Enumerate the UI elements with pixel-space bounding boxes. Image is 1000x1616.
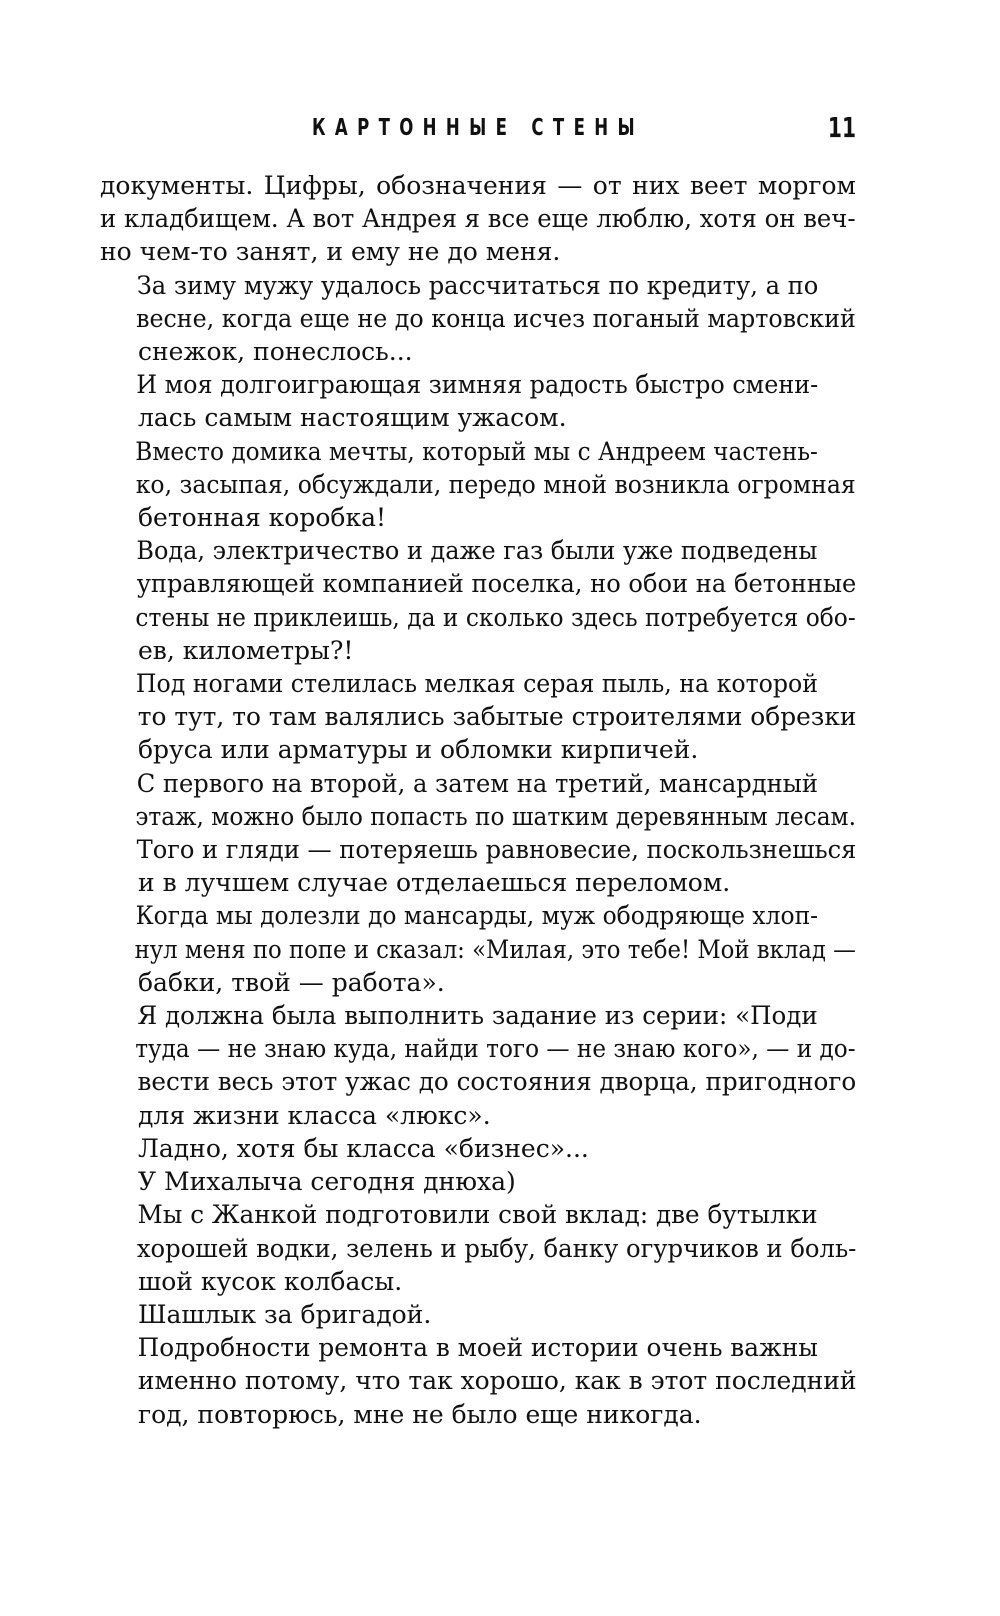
text-line: бетонная коробка! — [138, 503, 387, 533]
text-line: управляющей компанией поселка, но обои на бетонные — [136, 569, 857, 599]
text-line: то тут, то там валялись забытые строителями обрезки — [137, 702, 857, 732]
text-body — [100, 169, 856, 1431]
paragraph — [100, 1165, 856, 1198]
text-line: стены не приклеишь, да и сколько здесь потребуется обо- — [135, 602, 856, 632]
text-line: туда — не знаю куда, найди того — не знаю кого», — и до- — [135, 1034, 856, 1064]
text-line: хорошей водки, зелень и рыбу, банку огурчиков и боль- — [136, 1233, 857, 1263]
paragraph — [100, 1198, 856, 1298]
paragraph — [100, 767, 856, 900]
text-line: и в лучшем случае отделаешься переломом. — [138, 868, 731, 898]
text-line: вести весь этот ужас до состояния дворца, пригодного — [137, 1067, 857, 1097]
text-line: весне, когда еще не до конца исчез поганый мартовский — [136, 303, 856, 333]
text-line: лась самым настоящим ужасом. — [138, 403, 567, 433]
paragraph — [100, 999, 856, 1132]
paragraph — [100, 667, 856, 767]
paragraph — [100, 368, 856, 434]
text-line: Шашлык за бригадой. — [138, 1299, 432, 1329]
text-line: ев, километры?! — [138, 635, 354, 665]
text-line: но чем-то занят, и ему не до меня. — [100, 237, 561, 267]
running-title: КАРТОННЫЕ СТЕНЫ — [311, 115, 644, 141]
text-line: Мы с Жанкой подготовили свой вклад: две бутылки — [137, 1200, 818, 1230]
text-line: нул меня по попе и сказал: «Милая, это тебе! Мой вклад — — [134, 934, 856, 964]
text-line: Когда мы долезли до мансарды, муж ободряюще хлоп- — [135, 901, 819, 931]
paragraph — [100, 435, 856, 535]
text-line: ко, засыпая, обсуждали, передо мной возникла огромная — [135, 469, 856, 499]
paragraph — [100, 534, 856, 667]
paragraph — [100, 169, 856, 269]
text-line: бабки, твой — работа». — [138, 967, 445, 997]
paragraph — [100, 1298, 856, 1331]
text-line: Того и гляди — потеряешь равновесие, поскользнешься — [136, 835, 857, 865]
text-line: именно потому, что так хорошо, как в этот последний — [137, 1366, 857, 1396]
text-line: Я должна была выполнить задание из серии: «Поди — [137, 1001, 818, 1031]
page-number: 11 — [827, 111, 856, 144]
text-line: снежок, понеслось... — [138, 337, 413, 367]
text-line: для жизни класса «люкс». — [138, 1100, 491, 1130]
running-header — [100, 106, 856, 150]
paragraph — [100, 899, 856, 999]
text-line: Вместо домика мечты, который мы с Андреем частень- — [135, 436, 818, 466]
text-line: этаж, можно было попасть по шатким деревянным лесам. — [135, 801, 857, 831]
text-line: Ладно, хотя бы класса «бизнес»... — [138, 1133, 589, 1163]
text-line: Вода, электричество и даже газ были уже подведены — [136, 536, 818, 566]
paragraph — [100, 1331, 856, 1431]
paragraph — [100, 269, 856, 369]
text-line: За зиму мужу удалось рассчитаться по кредиту, а по — [136, 270, 819, 300]
text-line: С первого на второй, а затем на третий, мансардный — [136, 768, 819, 798]
text-line: шой кусок колбасы. — [138, 1266, 403, 1296]
text-line: год, повторюсь, мне не было еще никогда. — [138, 1399, 702, 1429]
text-line: У Михалыча сегодня днюха) — [138, 1167, 516, 1197]
text-line: Подробности ремонта в моей истории очень важны — [137, 1333, 818, 1363]
text-line: Под ногами стелилась мелкая серая пыль, на которой — [135, 669, 818, 699]
text-line: И моя долгоиграющая зимняя радость быстро смени- — [136, 370, 819, 400]
text-line: бруса или арматуры и обломки кирпичей. — [138, 735, 699, 765]
text-line: документы. Цифры, обозначения — от них веет моргом — [100, 171, 856, 200]
paragraph — [100, 1132, 856, 1165]
text-line: и кладбищем. А вот Андрея я все еще люблю, хотя он веч- — [100, 204, 856, 234]
